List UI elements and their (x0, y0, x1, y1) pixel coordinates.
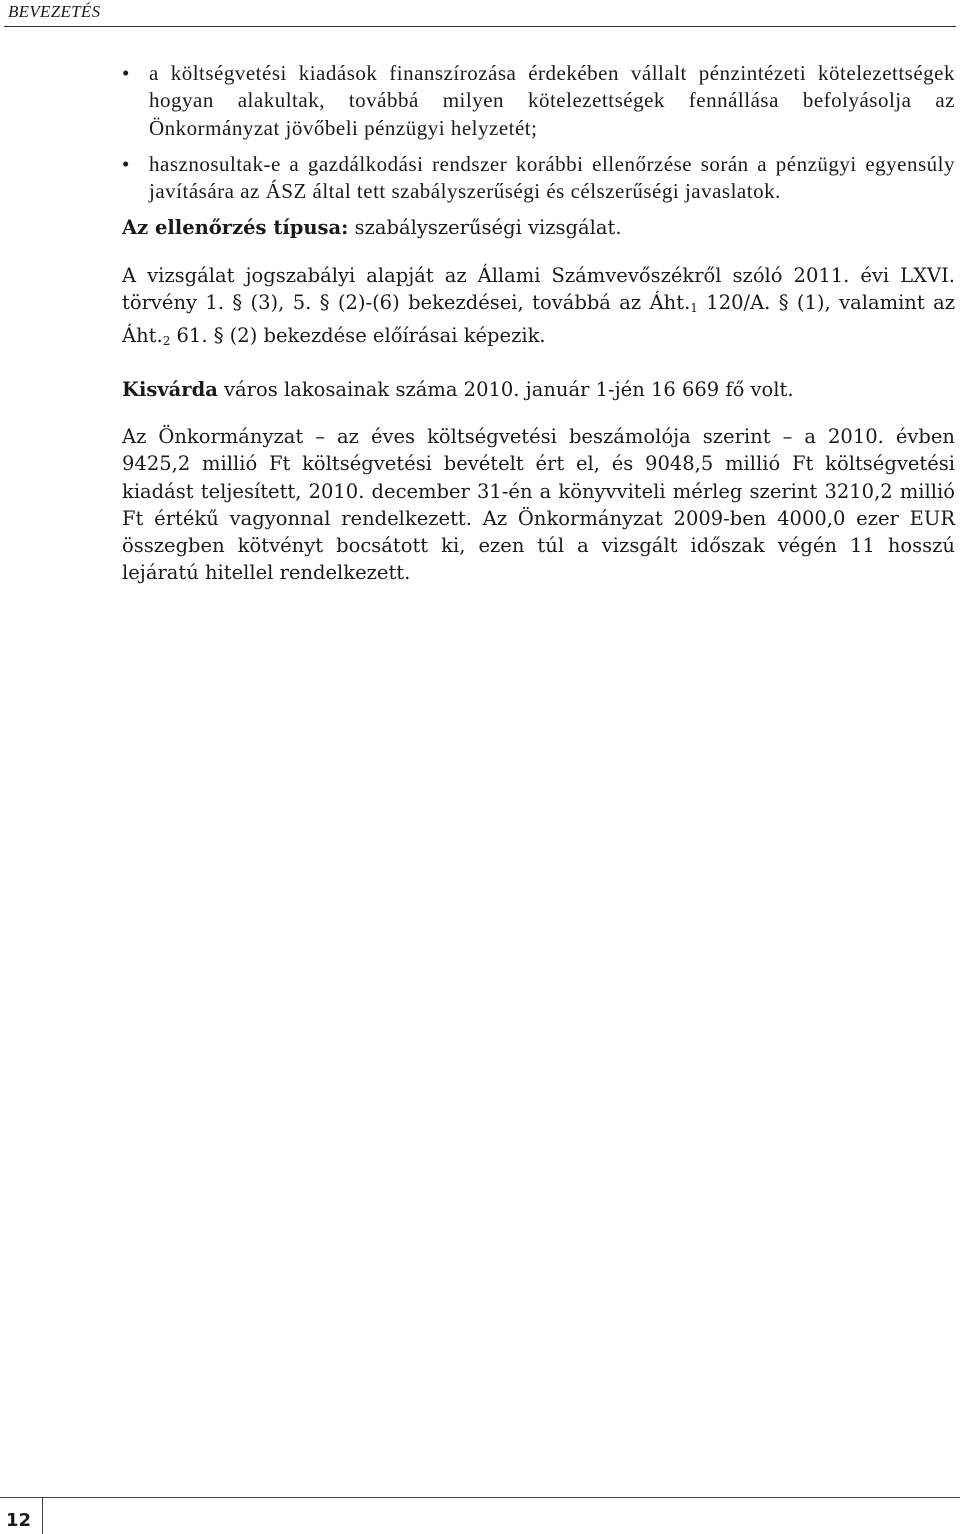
header-divider (4, 26, 956, 27)
city-name: Kisvárda (122, 377, 218, 401)
bullet-icon: • (122, 61, 130, 85)
audit-type-value: szabályszerűségi vizsgálat. (348, 216, 622, 240)
section-header: BEVEZETÉS (8, 2, 101, 21)
bullet-list (122, 60, 955, 205)
list-item (122, 151, 955, 206)
audit-type-label: Az ellenőrzés típusa: (122, 216, 349, 240)
legal-basis-subscript-1: 1 (690, 301, 698, 316)
document-body (122, 60, 955, 607)
footer-divider (0, 1497, 960, 1498)
list-item-text: hasznosultak-e a gazdálkodási rendszer korábbi ellenőrzése során a pénzügyi egyensúly javítására az ÁSZ által tett szabályszerűségi és célszerűségi javaslatok. (149, 151, 955, 204)
legal-basis-text-2: 120/A. § (1), valamint az Áht. (122, 291, 955, 348)
list-item-text: a költségvetési kiadások finanszírozása érdekében vállalt pénzintézeti kötelezettségek hogyan alakultak, továbbá milyen kötelezettségek fennállása befolyásolja az Önkormányzat jövőbeli pénzügyi helyzetét; (149, 61, 955, 140)
population-paragraph (122, 376, 955, 403)
legal-basis-paragraph (122, 262, 955, 356)
list-item (122, 60, 955, 142)
finances-paragraph: Az Önkormányzat – az éves költségvetési beszámolója szerint – a 2010. évben 9425,2 millió Ft költségvetési bevételt ért el, és 9048,5 millió Ft költségvetési kiadást teljesített, 2010. december 31-én a könyvviteli mérleg szerint 3210,2 millió Ft értékű vagyonnal rendelkezett. Az Önkormányzat 2009-ben 4000,0 ezer EUR összegben kötvényt bocsátott ki, ezen túl a vizsgált időszak végén 11 hosszú lejáratú hitellel rendelkezett. (122, 424, 955, 585)
population-text: város lakosainak száma 2010. január 1-jén 16 669 fő volt. (217, 377, 794, 401)
legal-basis-text-1: A vizsgálat jogszabályi alapját az Állami Számvevőszékről szóló 2011. évi LXVI. törvény 1. § (3), 5. § (2)-(6) bekezdései, továbbá az Áht. (122, 263, 955, 315)
audit-type-paragraph (122, 214, 955, 241)
legal-basis-subscript-2: 2 (162, 334, 171, 349)
bullet-icon: • (122, 151, 130, 176)
page-number: 12 (6, 1510, 32, 1531)
legal-basis-text-3: 61. § (2) bekezdése előírásai képezik. (170, 324, 546, 348)
page-number-divider (42, 1497, 43, 1534)
